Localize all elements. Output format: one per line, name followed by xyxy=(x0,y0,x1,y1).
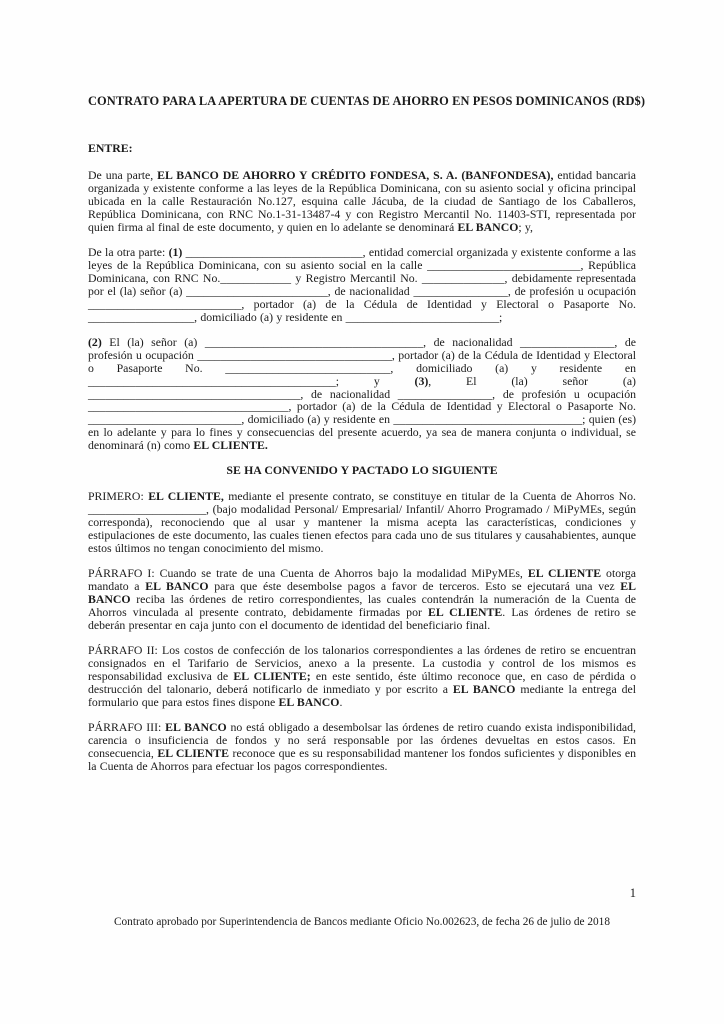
text-segment: De una parte, xyxy=(88,167,158,182)
text-segment: entidad bancaria organizada y existente conforme a las leyes de la República Dominicana, con su asiento social y oficina principal ubicada en la calle Restauración No.127, esquina calle Jácuba, de la ciudad de Santiago de los Caballeros, República Dominicana, con RNC No.1-31-13487-4 y con Registro Mercantil No. 11403-STI, representada por quien firma al final de este documento, y quien en lo adelante se denominará xyxy=(88,167,637,234)
text-segment: . Las órdenes de retiro se deberán presentar en caja junto con el documento de identidad del beneficiario final. xyxy=(88,605,636,633)
bold-text-segment: EL BANCO xyxy=(165,719,227,734)
page-number: 1 xyxy=(629,886,636,900)
bold-text-segment: (2) xyxy=(88,334,102,349)
text-segment: mediante la entrega del formulario que para estos fines dispone xyxy=(88,681,637,709)
bold-text-segment: EL CLIENTE xyxy=(527,566,602,581)
text-segment: mediante el presente contrato, se constituye en titular de la Cuenta de Ahorros No. ____________________, (bajo modalidad Personal/ Empresarial/ Infantil/ Ahorro Programado / MiPyMEs, según corresponda), reconociendo que al usar y mantener la misma acepta las características, condiciones y estipulaciones de este documento, las cuales tienen efectos para cada uno de sus titulares y causahabientes, aunque estos últimos no tengan conocimiento del mismo. xyxy=(88,489,637,556)
clause-parrafo-1 xyxy=(88,567,636,632)
text-segment: ; y, xyxy=(518,219,533,234)
bold-text-segment: EL BANCO xyxy=(452,681,516,696)
party-client-2-3-paragraph xyxy=(88,336,636,453)
bold-text-segment: EL CLIENTE, xyxy=(148,489,224,504)
bold-text-segment: EL BANCO xyxy=(145,579,209,594)
agreement-heading xyxy=(88,464,636,477)
text-segment: PÁRRAFO I: Cuando se trate de una Cuenta de Ahorros bajo la modalidad MiPyMEs, xyxy=(88,566,528,581)
bold-text-segment: EL BANCO DE AHORRO Y CRÉDITO FONDESA, S. A. (BANFONDESA), xyxy=(157,167,554,182)
text-segment: reciba las órdenes de retiro correspondientes, las cuales contendrán la numeración de la Cuenta de Ahorros vinculada al presente contrato, debidamente firmadas por xyxy=(88,592,636,620)
entre-heading xyxy=(88,142,636,155)
text-segment: De la otra parte: xyxy=(88,244,169,259)
text-segment: . xyxy=(339,694,343,709)
bold-text-segment: ENTRE: xyxy=(88,141,133,155)
party-bank-paragraph xyxy=(88,169,636,234)
document-body xyxy=(88,142,636,773)
bold-text-segment: EL BANCO xyxy=(278,694,340,709)
bold-text-segment: (3) xyxy=(414,373,429,388)
bold-text-segment: EL CLIENTE; xyxy=(233,668,311,683)
text-segment: ______________________________, entidad comercial organizada y existente conforme a las leyes de la República Dominicana, con su asiento social en la calle __________________________, República Dominicana, con RNC No.____________ y Registro Mercantil No. ______________, debidamente representada por el (la) señor (a) ________________________, de nacionalidad ________________, de profesión u ocupación __________________________, portador (a) de la Cédula de Identidad y Electoral o Pasaporte No. __________________, domiciliado (a) y residente en __________________________; xyxy=(88,244,636,324)
bold-text-segment: EL CLIENTE. xyxy=(193,438,268,453)
bold-text-segment: EL BANCO xyxy=(457,219,519,234)
clause-parrafo-3 xyxy=(88,721,636,773)
text-segment: PRIMERO: xyxy=(88,489,149,504)
clause-primero xyxy=(88,490,636,555)
bold-text-segment: EL CLIENTE xyxy=(428,605,503,620)
document-title: CONTRATO PARA LA APERTURA DE CUENTAS DE AHORRO EN PESOS DOMINICANOS (RD$) xyxy=(88,94,646,108)
text-segment: no está obligado a desembolsar las órdenes de retiro cuando exista indisponibilidad, carencia o insuficiencia de fondos y no será responsable por las órdenes devueltas en estos casos. En consecuencia, xyxy=(88,719,636,760)
bold-text-segment: (1) xyxy=(168,244,183,259)
bold-text-segment: SE HA CONVENIDO Y PACTADO LO SIGUIENTE xyxy=(226,463,498,478)
party-client-1-paragraph xyxy=(88,246,636,324)
text-segment: otorga mandato a xyxy=(88,566,636,594)
text-segment: en este sentido, éste último reconoce que, en caso de pérdida o destrucción del talonario, deberá notificarlo de inmediato y por escrito a xyxy=(88,668,636,696)
bold-text-segment: EL BANCO xyxy=(88,579,637,607)
text-segment: , El (la) señor (a) ____________________________________, de nacionalidad ________________, de profesión u ocupación __________________________________, portador (a) de la Cédula de Identidad y Electoral o Pasaporte No. __________________________, domiciliado (a) y residente en ________________________________; quien (es) en lo adelante y para lo fines y consecuencias del presente acuerdo, ya sea de manera conjunta o individual, se denominará (n) como xyxy=(88,373,636,453)
text-segment: reconoce que es su responsabilidad mantener los fondos suficientes y disponibles en la Cuenta de Ahorros para efectuar los pagos correspondientes. xyxy=(88,745,636,773)
bold-text-segment: EL CLIENTE xyxy=(157,745,230,760)
text-segment: PÁRRAFO II: Los costos de confección de los talonarios correspondientes a las órdenes de retiro se encuentran consignados en el Tarifario de Servicios, anexo a la presente. La custodia y control de los mismos es responsabilidad exclusiva de xyxy=(88,643,636,683)
text-segment: para que éste desembolse pagos a favor de terceros. Esto se ejecutará una vez xyxy=(208,579,621,594)
clause-parrafo-2 xyxy=(88,644,636,709)
text-segment: El (la) señor (a) _____________________________________, de nacionalidad ________________, de profesión u ocupación _________________________________, portador (a) de la Cédula de Identidad y Electoral o Pasaporte No. ____________________________, domiciliado (a) y residente en __________________________________________; y xyxy=(88,334,636,388)
text-segment: PÁRRAFO III: xyxy=(88,719,166,734)
footer-approval-note: Contrato aprobado por Superintendencia de Bancos mediante Oficio No.002623, de fecha 26 de julio de 2018 xyxy=(114,916,610,928)
